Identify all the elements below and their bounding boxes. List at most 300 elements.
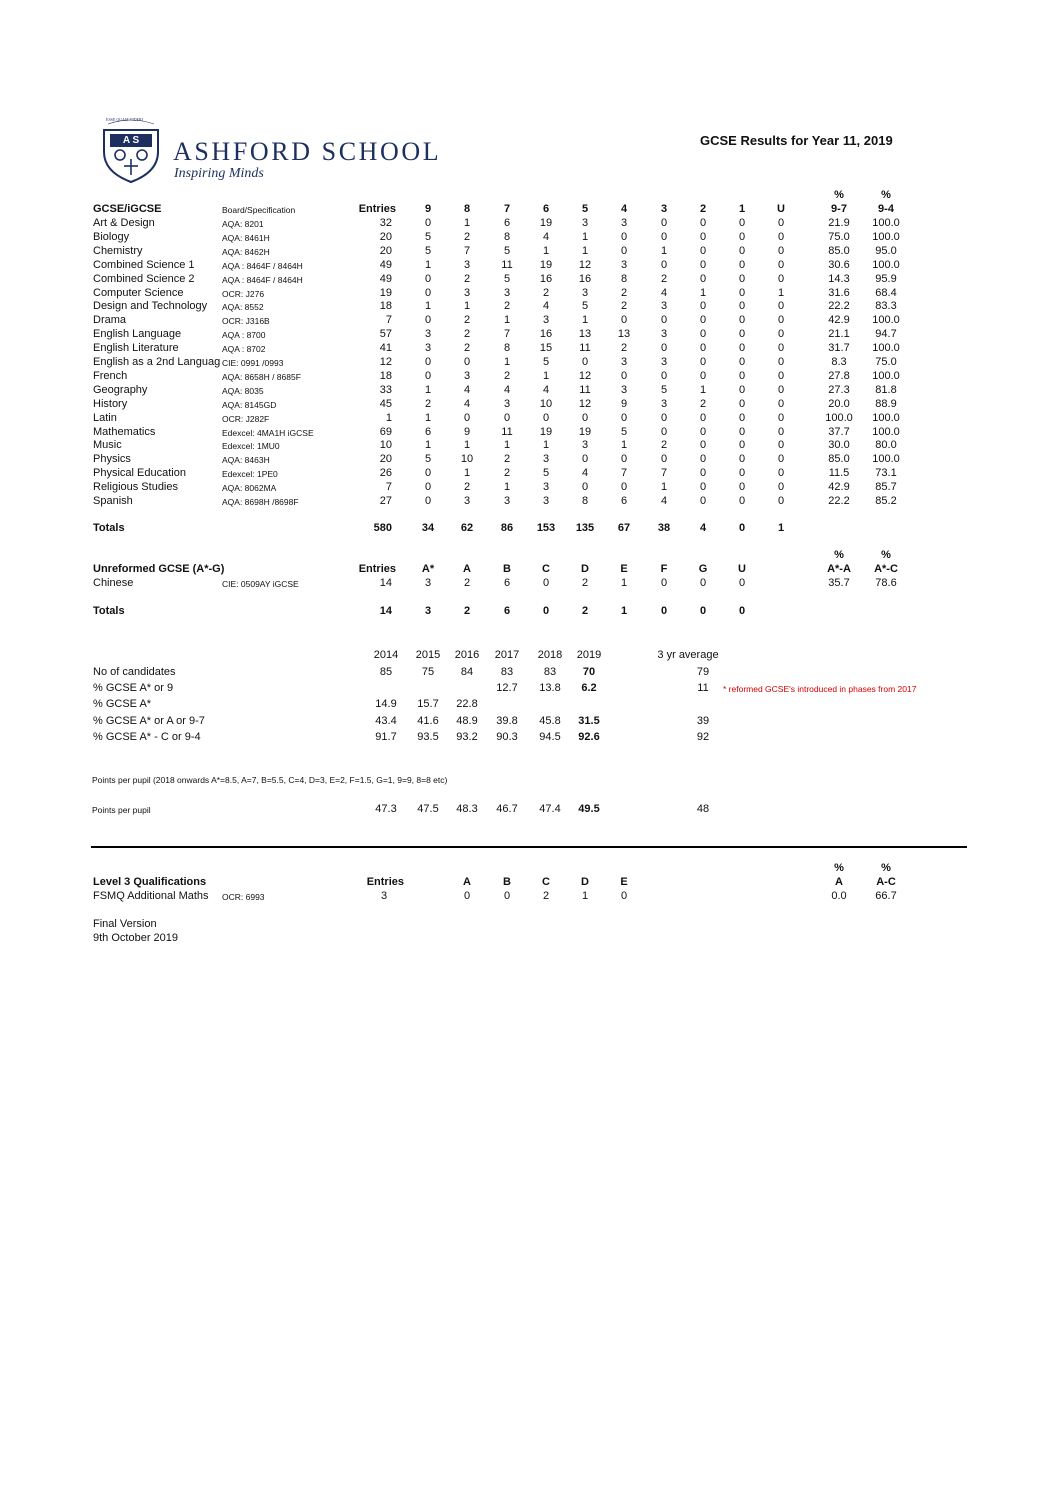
pct-9-4: 100.0 bbox=[872, 231, 900, 243]
pct-9-7: 37.7 bbox=[828, 426, 850, 438]
pct-header-top-1: % bbox=[834, 862, 844, 874]
header-grade: B bbox=[503, 876, 511, 888]
grade-count: 0 bbox=[620, 481, 628, 493]
grade-count: 2 bbox=[660, 273, 668, 285]
pct-9-4: 75.0 bbox=[875, 356, 897, 368]
grade-count: 4 bbox=[542, 231, 550, 243]
grade-count: 12 bbox=[578, 370, 592, 382]
grade-count: 19 bbox=[578, 426, 592, 438]
grade-count: 0 bbox=[777, 370, 785, 382]
totals-grade: 62 bbox=[460, 522, 474, 534]
history-value: 75 bbox=[421, 666, 435, 678]
grade-count: 5 bbox=[424, 453, 432, 465]
history-value: 91.7 bbox=[375, 731, 397, 743]
grade-count: 4 bbox=[542, 300, 550, 312]
subject-name: Music bbox=[93, 439, 122, 451]
entries-value: 49 bbox=[379, 273, 392, 285]
header-grade: D bbox=[581, 563, 589, 575]
grade-count: 2 bbox=[620, 300, 628, 312]
subject-name: Computer Science bbox=[93, 287, 184, 299]
reformed-gcse-note: * reformed GCSE's introduced in phases from 2017 bbox=[723, 684, 917, 694]
board-spec: OCR: 6993 bbox=[222, 892, 265, 902]
pct-a-star-a: 35.7 bbox=[828, 577, 850, 589]
grade-count: 16 bbox=[539, 328, 553, 340]
grade-count: 1 bbox=[463, 300, 471, 312]
grade-count: 3 bbox=[542, 495, 550, 507]
grade-count: 0 bbox=[542, 577, 550, 589]
entries-value: 12 bbox=[379, 356, 392, 368]
grade-count: 3 bbox=[660, 398, 668, 410]
pct-9-4: 100.0 bbox=[872, 314, 900, 326]
grade-count: 1 bbox=[424, 300, 432, 312]
grade-count: 2 bbox=[463, 273, 471, 285]
grade-count: 0 bbox=[738, 259, 746, 271]
grade-count: 8 bbox=[620, 273, 628, 285]
grade-count: 0 bbox=[699, 314, 707, 326]
grade-count: 5 bbox=[581, 300, 589, 312]
grade-count: 0 bbox=[738, 356, 746, 368]
pct-9-4: 68.4 bbox=[875, 287, 897, 299]
totals-grade: 0 bbox=[660, 605, 668, 617]
grade-count: 3 bbox=[660, 328, 668, 340]
grade-count: 0 bbox=[777, 467, 785, 479]
grade-count: 0 bbox=[738, 217, 746, 229]
grade-count: 5 bbox=[503, 245, 511, 257]
grade-count: 0 bbox=[777, 384, 785, 396]
grade-count: 1 bbox=[581, 314, 589, 326]
grade-count: 0 bbox=[660, 231, 668, 243]
grade-count: 3 bbox=[503, 398, 511, 410]
subject-name: French bbox=[93, 370, 128, 382]
header-grade: C bbox=[542, 876, 550, 888]
points-label: Points per pupil bbox=[92, 805, 151, 815]
grade-count: 0 bbox=[660, 314, 668, 326]
board-spec: AQA: 8698H /8698F bbox=[222, 497, 299, 507]
grade-count: 1 bbox=[699, 384, 707, 396]
grade-count: 0 bbox=[738, 342, 746, 354]
year-header: 2014 bbox=[373, 649, 399, 661]
pct-header-top-2: % bbox=[881, 862, 891, 874]
pct-header-bottom-1: 9-7 bbox=[831, 203, 847, 215]
grade-count: 0 bbox=[738, 314, 746, 326]
grade-count: 0 bbox=[777, 439, 785, 451]
board-spec: CIE: 0991 /0993 bbox=[222, 358, 284, 368]
header-grade: D bbox=[581, 876, 589, 888]
grade-count: 5 bbox=[542, 467, 550, 479]
grade-count: 0 bbox=[699, 439, 707, 451]
entries-value: 33 bbox=[379, 384, 392, 396]
grade-count: 0 bbox=[660, 342, 668, 354]
grade-count: 3 bbox=[463, 287, 471, 299]
subject-name: Drama bbox=[93, 314, 127, 326]
grade-count: 0 bbox=[738, 300, 746, 312]
grade-count: 3 bbox=[424, 342, 432, 354]
grade-count: 3 bbox=[463, 370, 471, 382]
points-value: 46.7 bbox=[496, 803, 518, 815]
pct-9-7: 75.0 bbox=[828, 231, 850, 243]
board-spec: AQA: 8658H / 8685F bbox=[222, 372, 301, 382]
totals-grade: 6 bbox=[503, 605, 511, 617]
history-value: 39.8 bbox=[496, 715, 518, 727]
history-value: 85 bbox=[379, 666, 393, 678]
grade-count: 7 bbox=[503, 328, 511, 340]
grade-count: 1 bbox=[542, 370, 550, 382]
grade-count: 12 bbox=[578, 398, 592, 410]
pct-9-7: 11.5 bbox=[828, 467, 850, 479]
pct-9-7: 27.8 bbox=[828, 370, 850, 382]
grade-count: 6 bbox=[503, 217, 511, 229]
header-grade: 7 bbox=[503, 203, 511, 215]
grade-count: 0 bbox=[699, 273, 707, 285]
pct-9-4: 100.0 bbox=[872, 259, 900, 271]
history-value: 12.7 bbox=[496, 682, 518, 694]
grade-count: 1 bbox=[581, 890, 589, 902]
history-row-label: % GCSE A* or A or 9-7 bbox=[93, 715, 205, 727]
grade-count: 2 bbox=[581, 577, 589, 589]
grade-count: 8 bbox=[581, 495, 589, 507]
grade-count: 0 bbox=[777, 259, 785, 271]
grade-count: 0 bbox=[738, 577, 746, 589]
pct-a: 0.0 bbox=[831, 890, 847, 902]
footer-version: Final Version bbox=[93, 918, 157, 930]
subject-name: Chinese bbox=[93, 577, 134, 589]
grade-count: 1 bbox=[660, 245, 668, 257]
entries-value: 27 bbox=[379, 495, 392, 507]
totals-grade: 0 bbox=[738, 605, 746, 617]
pct-9-4: 100.0 bbox=[872, 217, 900, 229]
grade-count: 4 bbox=[581, 467, 589, 479]
pct-header-top-1: % bbox=[834, 189, 844, 201]
entries-value: 1 bbox=[385, 412, 392, 424]
subject-name: Latin bbox=[93, 412, 117, 424]
totals-grade: 2 bbox=[463, 605, 471, 617]
totals-label: Totals bbox=[93, 605, 125, 617]
pct-9-4: 85.7 bbox=[875, 481, 897, 493]
history-value: 93.2 bbox=[456, 731, 478, 743]
pct-9-4: 80.0 bbox=[875, 439, 897, 451]
grade-count: 2 bbox=[463, 481, 471, 493]
grade-count: 0 bbox=[424, 467, 432, 479]
grade-count: 0 bbox=[424, 481, 432, 493]
history-value: 45.8 bbox=[539, 715, 561, 727]
subject-name: Spanish bbox=[93, 495, 133, 507]
grade-count: 2 bbox=[424, 398, 432, 410]
pct-9-4: 94.7 bbox=[875, 328, 897, 340]
crest-motto: ESSE QUAM VIDERI bbox=[106, 117, 144, 122]
header-grade: 1 bbox=[738, 203, 746, 215]
grade-count: 3 bbox=[424, 328, 432, 340]
grade-count: 0 bbox=[738, 370, 746, 382]
grade-count: 11 bbox=[501, 259, 513, 271]
grade-count: 0 bbox=[463, 412, 471, 424]
entries-value: 7 bbox=[385, 314, 392, 326]
grade-count: 3 bbox=[620, 217, 628, 229]
subject-name: Physical Education bbox=[93, 467, 186, 479]
history-value: 13.8 bbox=[539, 682, 561, 694]
grade-count: 0 bbox=[620, 453, 628, 465]
grade-count: 0 bbox=[738, 245, 746, 257]
totals-entries: 580 bbox=[373, 522, 392, 534]
board-spec: Edexcel: 4MA1H iGCSE bbox=[222, 428, 314, 438]
history-value: 22.8 bbox=[456, 698, 478, 710]
board-spec: AQA : 8464F / 8464H bbox=[222, 261, 303, 271]
grade-count: 0 bbox=[424, 273, 432, 285]
history-avg: 11 bbox=[697, 682, 709, 694]
grade-count: 0 bbox=[777, 328, 785, 340]
grade-count: 0 bbox=[777, 356, 785, 368]
totals-grade: 0 bbox=[699, 605, 707, 617]
subject-name: FSMQ Additional Maths bbox=[93, 890, 209, 902]
grade-count: 0 bbox=[738, 231, 746, 243]
grade-count: 0 bbox=[777, 231, 785, 243]
grade-count: 12 bbox=[578, 259, 592, 271]
grade-count: 2 bbox=[463, 342, 471, 354]
grade-count: 0 bbox=[660, 217, 668, 229]
grade-count: 1 bbox=[620, 439, 628, 451]
grade-count: 11 bbox=[579, 384, 591, 396]
subject-name: English Literature bbox=[93, 342, 179, 354]
grade-count: 1 bbox=[463, 467, 471, 479]
grade-count: 0 bbox=[777, 481, 785, 493]
grade-count: 3 bbox=[620, 259, 628, 271]
pct-header-top-2: % bbox=[881, 189, 891, 201]
grade-count: 3 bbox=[620, 356, 628, 368]
grade-count: 9 bbox=[620, 398, 628, 410]
history-value: 14.9 bbox=[375, 698, 397, 710]
pct-9-7: 14.3 bbox=[828, 273, 850, 285]
grade-count: 0 bbox=[620, 314, 628, 326]
subject-name: Combined Science 1 bbox=[93, 259, 195, 271]
points-value: 47.4 bbox=[539, 803, 561, 815]
grade-count: 0 bbox=[620, 231, 628, 243]
points-value: 48.3 bbox=[456, 803, 478, 815]
totals-grade: 0 bbox=[542, 605, 550, 617]
grade-count: 5 bbox=[660, 384, 668, 396]
pct-a-star-c: 78.6 bbox=[875, 577, 897, 589]
grade-count: 13 bbox=[578, 328, 592, 340]
grade-count: 2 bbox=[660, 439, 668, 451]
grade-count: 1 bbox=[424, 412, 432, 424]
pct-header-top-1: % bbox=[834, 549, 844, 561]
pct-header-bottom-1: A bbox=[835, 876, 843, 888]
header-entries: Entries bbox=[358, 203, 396, 215]
header-board: Board/Specification bbox=[222, 205, 296, 215]
pct-9-4: 100.0 bbox=[872, 426, 900, 438]
board-spec: OCR: J282F bbox=[222, 414, 270, 424]
header-grade: U bbox=[777, 203, 785, 215]
grade-count: 2 bbox=[620, 287, 628, 299]
totals-grade: 1 bbox=[620, 605, 628, 617]
grade-count: 0 bbox=[620, 370, 628, 382]
grade-count: 1 bbox=[620, 577, 628, 589]
grade-count: 0 bbox=[463, 356, 471, 368]
subject-name: Design and Technology bbox=[93, 300, 208, 312]
grade-count: 5 bbox=[424, 245, 432, 257]
grade-count: 4 bbox=[660, 287, 668, 299]
grade-count: 3 bbox=[542, 314, 550, 326]
pct-9-7: 42.9 bbox=[828, 314, 850, 326]
grade-count: 0 bbox=[699, 328, 707, 340]
grade-count: 0 bbox=[738, 398, 746, 410]
pct-9-4: 85.2 bbox=[875, 495, 897, 507]
grade-count: 3 bbox=[542, 481, 550, 493]
header-grade: G bbox=[698, 563, 708, 575]
grade-count: 16 bbox=[578, 273, 592, 285]
grade-count: 0 bbox=[738, 467, 746, 479]
header-subject: GCSE/iGCSE bbox=[93, 203, 162, 215]
grade-count: 1 bbox=[424, 259, 432, 271]
grade-count: 1 bbox=[424, 384, 432, 396]
grade-count: 8 bbox=[503, 231, 511, 243]
grade-count: 5 bbox=[542, 356, 550, 368]
grade-count: 0 bbox=[738, 426, 746, 438]
grade-count: 0 bbox=[699, 217, 707, 229]
grade-count: 2 bbox=[542, 287, 550, 299]
grade-count: 15 bbox=[539, 342, 553, 354]
board-spec: AQA: 8145GD bbox=[222, 400, 277, 410]
totals-label: Totals bbox=[93, 522, 125, 534]
history-value: 15.7 bbox=[417, 698, 439, 710]
pct-header-bottom-1: A*-A bbox=[827, 563, 851, 575]
pct-9-4: 100.0 bbox=[872, 370, 900, 382]
grade-count: 0 bbox=[660, 577, 668, 589]
entries-value: 57 bbox=[379, 328, 392, 340]
grade-count: 0 bbox=[424, 356, 432, 368]
entries-value: 19 bbox=[379, 287, 392, 299]
pct-9-4: 95.9 bbox=[875, 273, 897, 285]
totals-grade: 38 bbox=[657, 522, 671, 534]
pct-9-7: 85.0 bbox=[828, 245, 850, 257]
grade-count: 0 bbox=[699, 453, 707, 465]
grade-count: 0 bbox=[777, 314, 785, 326]
history-avg: 39 bbox=[696, 715, 710, 727]
entries-value: 7 bbox=[385, 481, 392, 493]
grade-count: 3 bbox=[542, 453, 550, 465]
pct-9-7: 22.2 bbox=[828, 300, 850, 312]
subject-name: Geography bbox=[93, 384, 148, 396]
board-spec: AQA: 8463H bbox=[222, 455, 270, 465]
history-value: 90.3 bbox=[496, 731, 518, 743]
grade-count: 0 bbox=[660, 259, 668, 271]
school-tagline: Inspiring Minds bbox=[174, 166, 264, 181]
year-header: 2019 bbox=[576, 649, 602, 661]
board-spec: Edexcel: 1PE0 bbox=[222, 469, 278, 479]
pct-9-4: 73.1 bbox=[875, 467, 897, 479]
pct-9-4: 100.0 bbox=[872, 453, 900, 465]
grade-count: 10 bbox=[460, 453, 474, 465]
board-spec: AQA: 8201 bbox=[222, 219, 264, 229]
grade-count: 7 bbox=[660, 467, 668, 479]
board-spec: AQA: 8062MA bbox=[222, 483, 277, 493]
grade-count: 1 bbox=[503, 356, 511, 368]
grade-count: 2 bbox=[463, 577, 471, 589]
grade-count: 2 bbox=[503, 453, 511, 465]
pct-9-7: 31.6 bbox=[828, 287, 850, 299]
pct-header-top-2: % bbox=[881, 549, 891, 561]
grade-count: 0 bbox=[777, 300, 785, 312]
points-value: 47.5 bbox=[417, 803, 439, 815]
grade-count: 2 bbox=[699, 398, 707, 410]
grade-count: 0 bbox=[620, 412, 628, 424]
grade-count: 0 bbox=[699, 245, 707, 257]
grade-count: 6 bbox=[620, 495, 628, 507]
pct-header-bottom-2: 9-4 bbox=[878, 203, 894, 215]
school-logo bbox=[100, 116, 500, 186]
grade-count: 0 bbox=[424, 314, 432, 326]
grade-count: 4 bbox=[542, 384, 550, 396]
totals-grade: 135 bbox=[575, 522, 595, 534]
history-value: 94.5 bbox=[539, 731, 561, 743]
grade-count: 7 bbox=[620, 467, 628, 479]
pct-9-7: 31.7 bbox=[828, 342, 850, 354]
grade-count: 0 bbox=[699, 356, 707, 368]
subject-name: Mathematics bbox=[93, 426, 156, 438]
grade-count: 0 bbox=[699, 231, 707, 243]
grade-count: 0 bbox=[463, 890, 471, 902]
header-grade: A bbox=[463, 876, 471, 888]
subject-name: Art & Design bbox=[93, 217, 155, 229]
grade-count: 5 bbox=[503, 273, 511, 285]
entries-value: 49 bbox=[379, 259, 392, 271]
grade-count: 2 bbox=[463, 328, 471, 340]
grade-count: 0 bbox=[738, 287, 746, 299]
grade-count: 1 bbox=[503, 314, 511, 326]
avg-header: 3 yr average bbox=[657, 649, 719, 661]
pct-9-7: 21.1 bbox=[828, 328, 850, 340]
subject-name: Physics bbox=[93, 453, 131, 465]
subject-name: English as a 2nd Languag bbox=[93, 356, 221, 368]
report-title: GCSE Results for Year 11, 2019 bbox=[700, 133, 893, 148]
pct-9-7: 42.9 bbox=[828, 481, 850, 493]
grade-count: 3 bbox=[620, 384, 628, 396]
header-subject: Unreformed GCSE (A*-G) bbox=[93, 563, 225, 575]
grade-count: 0 bbox=[620, 245, 628, 257]
grade-count: 3 bbox=[463, 259, 471, 271]
grade-count: 4 bbox=[463, 384, 471, 396]
totals-grade: 86 bbox=[500, 522, 514, 534]
history-value: 43.4 bbox=[375, 715, 397, 727]
history-value: 83 bbox=[500, 666, 514, 678]
entries-value: 10 bbox=[379, 439, 392, 451]
grade-count: 0 bbox=[738, 273, 746, 285]
grade-count: 0 bbox=[660, 412, 668, 424]
grade-count: 0 bbox=[542, 412, 550, 424]
history-value: 92.6 bbox=[578, 731, 600, 743]
header-entries: Entries bbox=[366, 876, 404, 888]
grade-count: 0 bbox=[581, 412, 589, 424]
entries-value: 41 bbox=[379, 342, 392, 354]
grade-count: 4 bbox=[503, 384, 511, 396]
grade-count: 0 bbox=[777, 273, 785, 285]
grade-count: 0 bbox=[660, 426, 668, 438]
grade-count: 3 bbox=[660, 300, 668, 312]
points-note: Points per pupil (2018 onwards A*=8.5, A=7, B=5.5, C=4, D=3, E=2, F=1.5, G=1, 9=9, 8=8 etc) bbox=[92, 775, 448, 785]
grade-count: 1 bbox=[503, 481, 511, 493]
pct-9-4: 83.3 bbox=[875, 300, 897, 312]
subject-name: Chemistry bbox=[93, 245, 143, 257]
crest-letters: A S bbox=[122, 135, 140, 146]
header-grade: 9 bbox=[424, 203, 432, 215]
grade-count: 0 bbox=[699, 467, 707, 479]
entries-value: 20 bbox=[379, 453, 392, 465]
totals-grade: 67 bbox=[617, 522, 631, 534]
pct-9-7: 20.0 bbox=[828, 398, 850, 410]
history-avg: 92 bbox=[696, 731, 710, 743]
grade-count: 0 bbox=[738, 439, 746, 451]
totals-entries: 14 bbox=[379, 605, 392, 617]
grade-count: 9 bbox=[463, 426, 471, 438]
history-value: 31.5 bbox=[578, 715, 600, 727]
